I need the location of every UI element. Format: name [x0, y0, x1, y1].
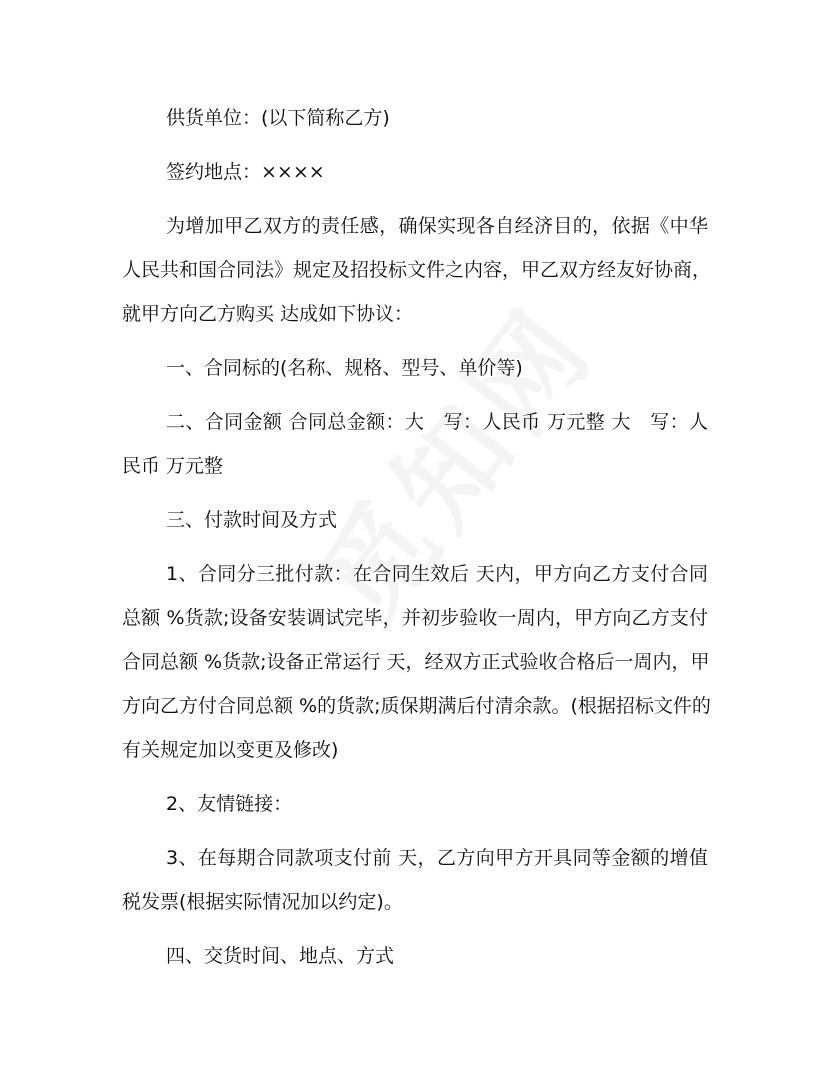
document-body — [122, 96, 712, 988]
text-line: 四、交货时间、地点、方式 — [166, 945, 395, 967]
text-line: 方向乙方付合同总额 %的货款;质保期满后付清余款。(根据招标文件的 — [122, 695, 711, 717]
text-line: 总额 %货款;设备安装调试完毕，并初步验收一周内，甲方向乙方支付 — [122, 607, 708, 629]
text-line: 人民共和国合同法》规定及招投标文件之内容，甲乙双方经友好协商， — [122, 259, 712, 281]
paragraph — [122, 346, 708, 390]
text-line: 签约地点：×××× — [166, 161, 325, 183]
text-line: 3、在每期合同款项支付前 天，乙方向甲方开具同等金额的增值 — [166, 847, 708, 869]
text-line: 一、合同标的(名称、规格、型号、单价等) — [166, 357, 523, 379]
paragraph — [122, 934, 708, 978]
text-line: 民币 万元整 — [122, 455, 224, 477]
text-line: 2、友情链接： — [166, 793, 293, 815]
paragraph — [122, 782, 708, 826]
text-line: 有关规定加以变更及修改) — [122, 739, 339, 761]
text-line: 三、付款时间及方式 — [166, 509, 338, 531]
text-line: 二、合同金额 合同总金额：大 写：人民币 万元整 大 写：人 — [166, 411, 708, 433]
text-line: 为增加甲乙双方的责任感，确保实现各自经济目的，依据《中华 — [166, 215, 708, 237]
text-line: 1、合同分三批付款：在合同生效后 天内，甲方向乙方支付合同 — [166, 563, 708, 585]
text-line: 供货单位：(以下简称乙方) — [166, 107, 390, 129]
paragraph — [122, 400, 708, 488]
paragraph — [122, 96, 708, 140]
paragraph — [122, 150, 708, 194]
paragraph — [122, 498, 708, 542]
paragraph — [122, 836, 708, 924]
paragraph — [122, 552, 711, 772]
text-line: 税发票(根据实际情况加以约定)。 — [122, 891, 403, 913]
text-line: 合同总额 %货款;设备正常运行 天，经双方正式验收合格后一周内，甲 — [122, 651, 710, 673]
text-line: 就甲方向乙方购买 达成如下协议： — [122, 303, 414, 325]
paragraph — [122, 204, 712, 336]
